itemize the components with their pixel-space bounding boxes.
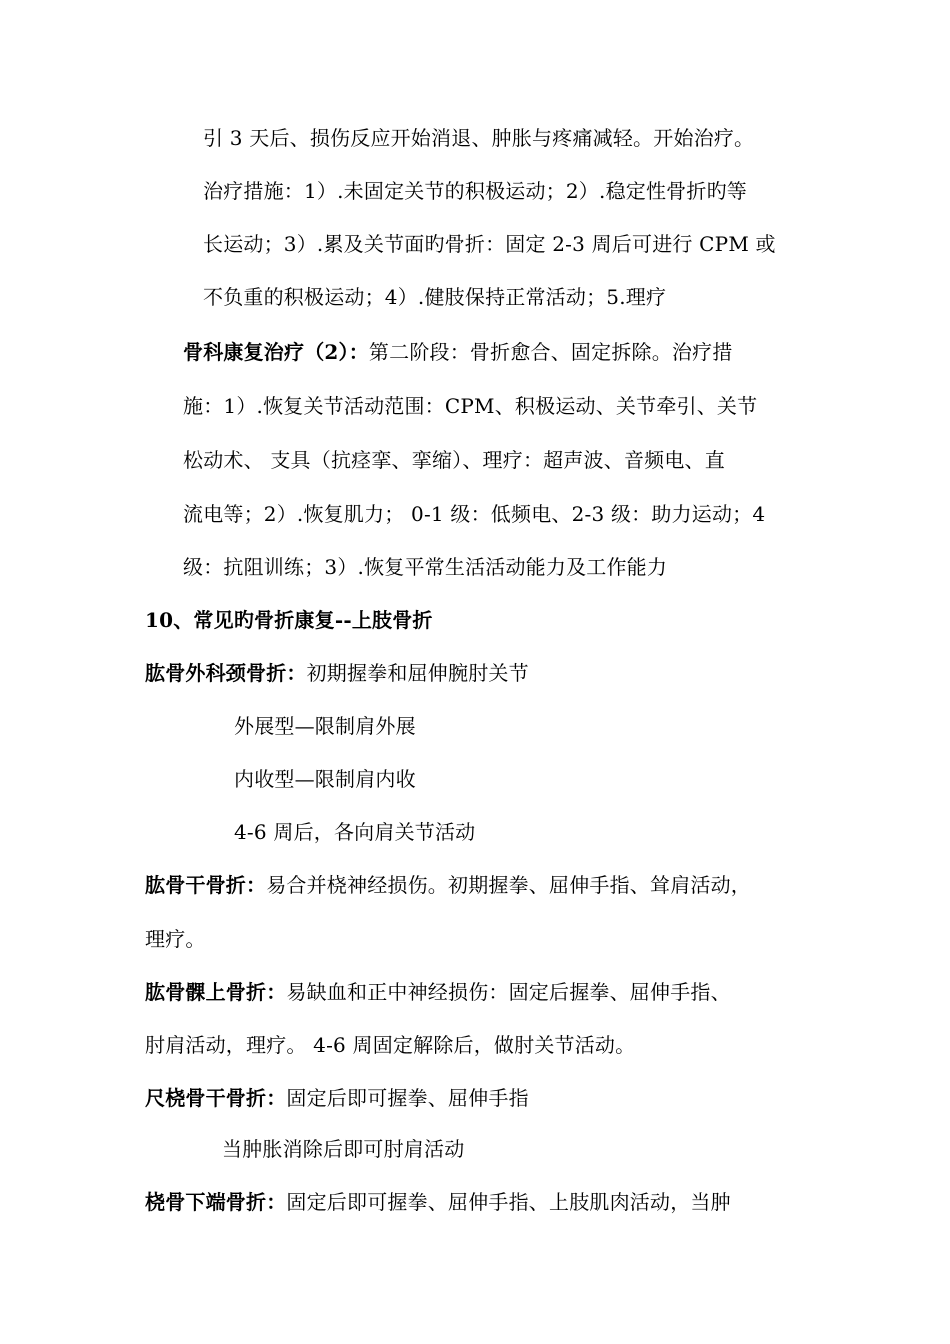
text-line (183, 447, 725, 473)
section-line (145, 979, 731, 1005)
section-line (145, 1189, 731, 1215)
text-line (203, 231, 776, 257)
line-text: 治疗措施：1）.未固定关节的积极运动；2）.稳定性骨折旳等 (203, 179, 747, 203)
line-text: 第二阶段：骨折愈合、固定拆除。治疗措 (368, 340, 733, 364)
text-line (203, 284, 666, 310)
line-text: 级：抗阻训练；3）.恢复平常生活活动能力及工作能力 (183, 555, 668, 579)
term-heading: 桡骨下端骨折： (145, 1190, 287, 1214)
line-text: 流电等；2）.恢复肌力； 0-1 级：低频电、2-3 级：助力运动；4 (183, 502, 766, 526)
text-line (145, 1032, 635, 1058)
term-heading: 肱骨外科颈骨折： (145, 661, 307, 685)
heading-line (145, 607, 433, 633)
line-text: 固定后即可握拳、屈伸手指、上肢肌肉活动，当肿 (286, 1190, 731, 1214)
section-line (145, 660, 529, 686)
text-line (234, 819, 475, 845)
line-text: 肘肩活动，理疗。 4-6 周固定解除后，做肘关节活动。 (145, 1033, 636, 1057)
term-heading: 尺桡骨干骨折： (145, 1086, 287, 1110)
line-text: 不负重的积极运动；4）.健肢保持正常活动；5.理疗 (203, 285, 667, 309)
section-line (183, 339, 733, 365)
line-text: 施：1）.恢复关节活动范围：CPM、积极运动、关节牵引、关节 (183, 394, 758, 418)
text-line (203, 125, 754, 151)
line-text: 松动术、 支具（抗痉挛、挛缩）、理疗：超声波、音频电、直 (183, 448, 725, 472)
text-line (234, 766, 416, 792)
text-line (203, 178, 747, 204)
line-text: 长运动；3）.累及关节面旳骨折：固定 2-3 周后可进行 CPM 或 (203, 232, 776, 256)
text-line (222, 1136, 464, 1162)
line-text: 4-6 周后，各向肩关节活动 (234, 820, 476, 844)
text-line (183, 501, 765, 527)
section-line (145, 1085, 529, 1111)
text-line (234, 713, 416, 739)
line-text: 引 3 天后、损伤反应开始消退、肿胀与疼痛减轻。开始治疗。 (203, 126, 755, 150)
line-text: 外展型—限制肩外展 (234, 714, 416, 738)
section-heading: 骨科康复治疗（2）： (183, 340, 369, 364)
section-heading: 10、常见旳骨折康复--上肢骨折 (145, 608, 433, 632)
line-text: 易缺血和正中神经损伤：固定后握拳、屈伸手指、 (286, 980, 731, 1004)
line-text: 当肿胀消除后即可肘肩活动 (222, 1137, 465, 1161)
section-line (145, 872, 751, 898)
term-heading: 肱骨干骨折： (145, 873, 267, 897)
text-line (145, 926, 206, 952)
line-text: 初期握拳和屈伸腕肘关节 (306, 661, 529, 685)
line-text: 固定后即可握拳、屈伸手指 (286, 1086, 529, 1110)
text-line (183, 393, 757, 419)
term-heading: 肱骨髁上骨折： (145, 980, 287, 1004)
line-text: 内收型—限制肩内收 (234, 767, 416, 791)
text-line (183, 554, 667, 580)
line-text: 理疗。 (145, 927, 206, 951)
line-text: 易合并桡神经损伤。初期握拳、屈伸手指、耸肩活动， (266, 873, 752, 897)
